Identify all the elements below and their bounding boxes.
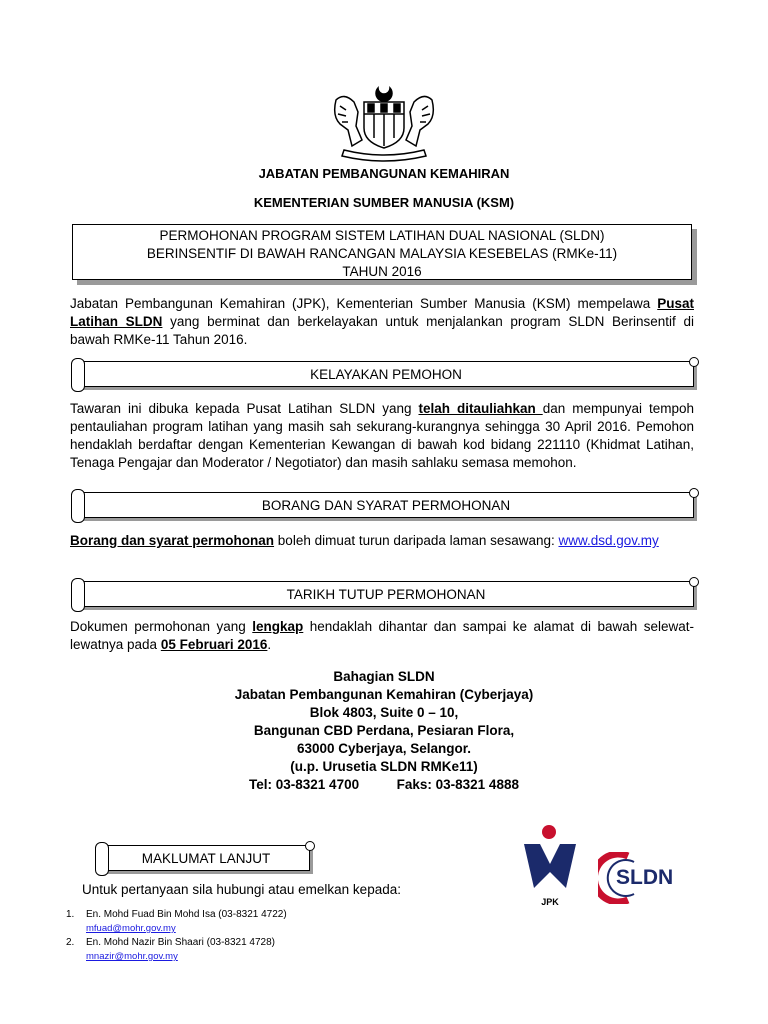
info-intro: Untuk pertanyaan sila hubungi atau emelkan kepada: — [82, 882, 401, 897]
title-line-2: BERINSENTIF DI BAWAH RANCANGAN MALAYSIA KESEBELAS (RMKe-11) — [146, 246, 618, 261]
address-line: Blok 4803, Suite 0 – 10, — [309, 705, 459, 720]
eligibility-emphasis: telah ditauliahkan — [418, 401, 543, 416]
title-line-1: PERMOHONAN PROGRAM SISTEM LATIHAN DUAL NASIONAL (SLDN) — [159, 228, 605, 243]
deadline-paragraph: Dokumen permohonan yang lengkap hendaklah dihantar dan sampai ke alamat di bawah selewat-lewatnya pada 05 Februari 2016. — [70, 619, 695, 652]
sldn-label: SLDN — [616, 866, 674, 889]
address-line: Jabatan Pembangunan Kemahiran (Cyberjaya) — [234, 687, 534, 702]
address-line: Bangunan CBD Perdana, Pesiaran Flora, — [253, 723, 515, 738]
coat-of-arms-logo — [326, 84, 442, 164]
contact-name: En. Mohd Nazir Bin Shaari (03-8321 4728) — [86, 937, 275, 948]
intro-paragraph: Jabatan Pembangunan Kemahiran (JPK), Kementerian Sumber Manusia (KSM) mempelawa Pusat Latihan SLDN yang berminat dan berkelayakan untuk menjalankan program SLDN Berinsentif di bawah RMKe-11 Tahun 2016. — [70, 296, 694, 347]
contact-email[interactable]: mfuad@mohr.gov.my — [86, 923, 176, 934]
section-heading-eligibility: KELAYAKAN PEMOHON — [78, 361, 694, 387]
jpk-logo — [520, 822, 580, 906]
jpk-mark-icon — [520, 822, 580, 892]
contact-list — [66, 908, 287, 964]
forms-emphasis: Borang dan syarat permohonan — [70, 533, 275, 548]
eligibility-paragraph: Tawaran ini dibuka kepada Pusat Latihan SLDN yang telah ditauliahkan dan mempunyai tempoh pentauliahan program latihan yang masih sah sekurang-kurangnya sehingga 30 April 2016. Pemohon hendaklah berdaftar dengan Kementerian Kewangan di bawah kod bidang 221110 (Khidmat Latihan, Tenaga Pengajar dan Moderator / Negotiator) dan masih sahlaku semasa memohon. — [70, 401, 694, 470]
jpk-label: JPK — [541, 897, 559, 907]
website-link[interactable]: www.dsd.gov.my — [558, 533, 659, 548]
deadline-emphasis-complete: lengkap — [252, 619, 304, 634]
title-line-3: TAHUN 2016 — [342, 264, 422, 279]
section-heading-deadline: TARIKH TUTUP PERMOHONAN — [78, 581, 694, 607]
section-heading-info: MAKLUMAT LANJUT — [102, 845, 310, 871]
deadline-date: 05 Februari 2016 — [160, 637, 268, 652]
address-line: (u.p. Urusetia SLDN RMKe11) — [290, 759, 478, 774]
address-line: Bahagian SLDN — [333, 669, 435, 684]
fax-number: Faks: 03-8321 4888 — [396, 777, 519, 792]
section-heading-forms: BORANG DAN SYARAT PERMOHONAN — [78, 492, 694, 518]
contact-email[interactable]: mnazir@mohr.gov.my — [86, 951, 178, 962]
agency-heading: JABATAN PEMBANGUNAN KEMAHIRAN — [258, 166, 510, 181]
tel-number: Tel: 03-8321 4700 — [249, 777, 360, 792]
list-item: 1. En. Mohd Fuad Bin Mohd Isa (03-8321 4722) mfuad@mohr.gov.my — [66, 909, 287, 934]
forms-paragraph: Borang dan syarat permohonan boleh dimuat turun daripada laman sesawang: www.dsd.gov.my — [70, 533, 659, 548]
address-line: 63000 Cyberjaya, Selangor. — [296, 741, 472, 756]
ministry-heading: KEMENTERIAN SUMBER MANUSIA (KSM) — [253, 195, 515, 210]
sldn-logo — [598, 852, 690, 904]
phone-line — [0, 776, 768, 794]
intro-emphasis: Pusat Latihan SLDN — [70, 296, 694, 329]
contact-name: En. Mohd Fuad Bin Mohd Isa (03-8321 4722) — [86, 909, 287, 920]
list-item: 2. En. Mohd Nazir Bin Shaari (03-8321 4728) mnazir@mohr.gov.my — [66, 937, 275, 962]
title-box — [72, 224, 692, 280]
address-block — [0, 668, 768, 794]
